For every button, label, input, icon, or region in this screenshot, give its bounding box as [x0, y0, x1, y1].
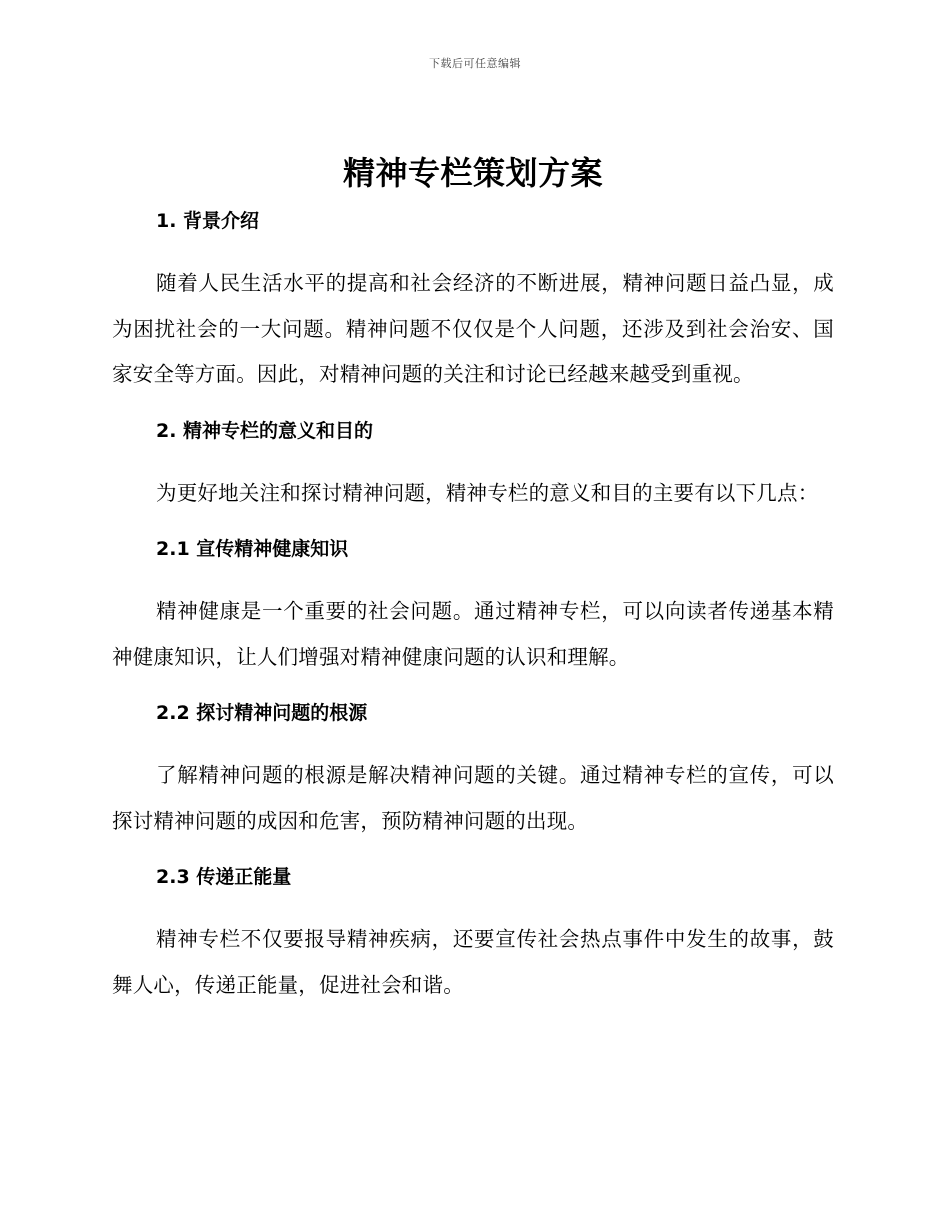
document-title: 精神专栏策划方案	[342, 154, 603, 192]
section-text-knowledge: 精神健康是一个重要的社会问题。通过精神专栏，可以向读者传递基本精神健康知识，让人们增强对精神健康问题的认识和理解。	[112, 599, 834, 669]
section-heading-purpose: 2. 精神专栏的意义和目的	[156, 419, 374, 442]
document-body	[112, 148, 834, 1008]
section-heading-background: 1. 背景介绍	[156, 210, 260, 232]
section-text-background: 随着人民生活水平的提高和社会经济的不断进展，精神问题日益凸显，成为困扰社会的一大问题。精神问题不仅仅是个人问题，还涉及到社会治安、国家安全等方面。因此，对精神问题的关注和讨论已经越来越受到重视。	[112, 271, 834, 386]
header-note: 下载后可任意编辑	[429, 57, 521, 70]
section-text-roots: 了解精神问题的根源是解决精神问题的关键。通过精神专栏的宣传，可以探讨精神问题的成因和危害，预防精神问题的出现。	[112, 763, 834, 833]
section-text-purpose: 为更好地关注和探讨精神问题，精神专栏的意义和目的主要有以下几点：	[156, 480, 819, 505]
section-heading-positive-energy: 2.3 传递正能量	[156, 866, 292, 888]
section-heading-knowledge: 2.1 宣传精神健康知识	[156, 538, 349, 560]
section-text-positive-energy: 精神专栏不仅要报导精神疾病，还要宣传社会热点事件中发生的故事，鼓舞人心，传递正能量，促进社会和谐。	[112, 927, 834, 997]
section-heading-roots: 2.2 探讨精神问题的根源	[156, 702, 368, 724]
